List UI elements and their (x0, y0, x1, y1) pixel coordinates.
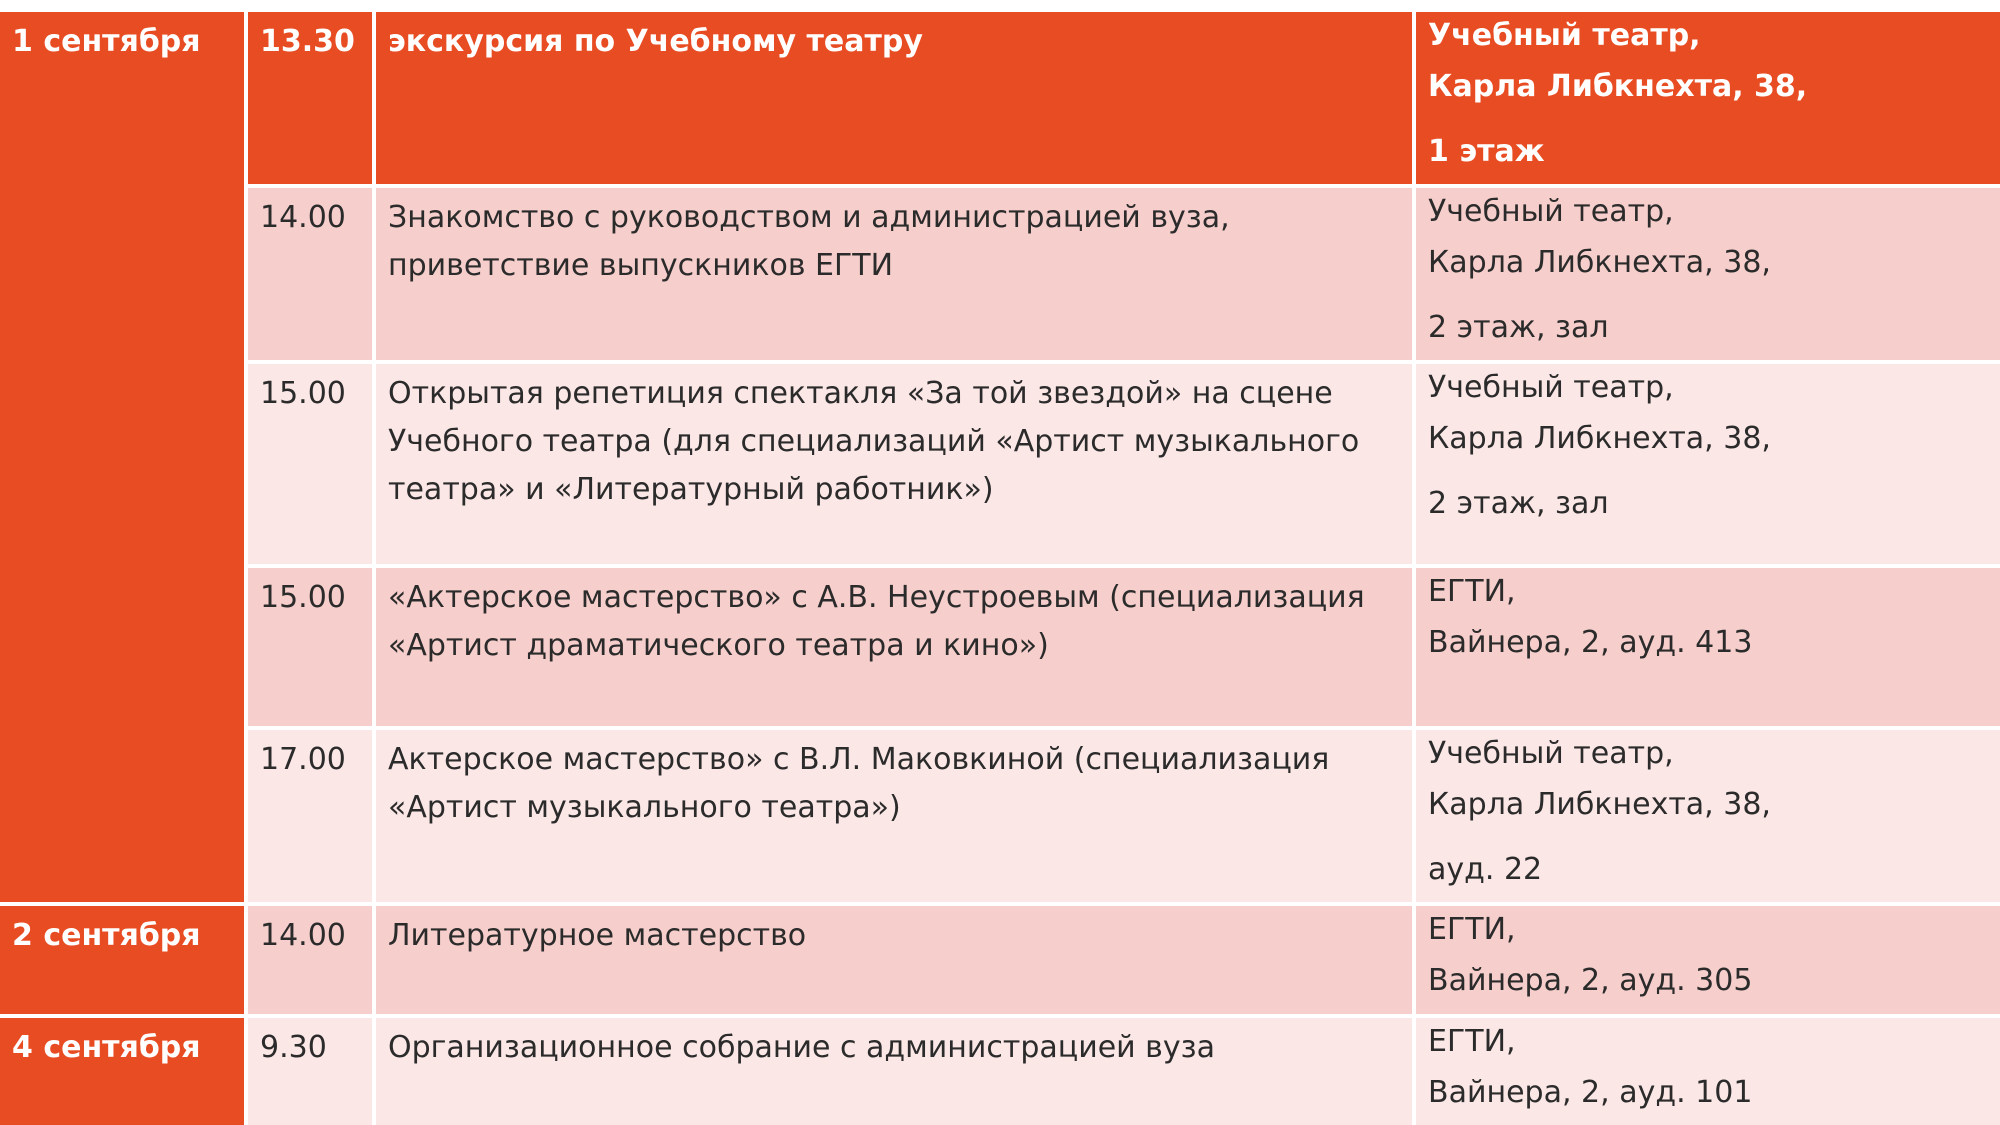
event-cell (376, 12, 1412, 184)
place-text: ЕГТИ, (1428, 574, 1516, 609)
place-text: ЕГТИ, (1428, 912, 1516, 947)
place-text: Вайнера, 2, ауд. 101 (1428, 1075, 1753, 1110)
place-text: ауд. 22 (1428, 852, 1543, 887)
place-cell (1416, 1018, 2000, 1125)
date-cell (0, 1018, 244, 1125)
date-cell (0, 12, 244, 902)
place-text: Карла Либкнехта, 38, (1428, 421, 1771, 456)
time-text: 9.30 (260, 1030, 327, 1065)
place-cell (1416, 188, 2000, 360)
time-cell (248, 568, 372, 726)
event-text: приветствие выпускников ЕГТИ (388, 248, 894, 283)
date-label: 4 сентября (12, 1030, 201, 1065)
time-cell (248, 364, 372, 564)
date-label: 2 сентября (12, 918, 201, 953)
event-cell (376, 906, 1412, 1014)
time-text: 14.00 (260, 200, 346, 235)
time-cell (248, 730, 372, 902)
event-cell (376, 364, 1412, 564)
event-text: Учебного театра (для специализаций «Артист музыкального (388, 424, 1360, 459)
event-text: Литературное мастерство (388, 918, 807, 953)
event-text: «Актерское мастерство» с А.В. Неустроевым (специализация (388, 580, 1365, 615)
place-cell (1416, 568, 2000, 726)
place-text: Учебный театр, (1428, 18, 1701, 53)
place-text: 1 этаж (1428, 134, 1545, 169)
place-cell (1416, 906, 2000, 1014)
place-text: ЕГТИ, (1428, 1024, 1516, 1059)
event-text: экскурсия по Учебному театру (388, 24, 923, 59)
time-text: 15.00 (260, 376, 346, 411)
time-cell (248, 12, 372, 184)
event-cell (376, 568, 1412, 726)
time-text: 15.00 (260, 580, 346, 615)
event-text: «Артист драматического театра и кино») (388, 628, 1049, 663)
place-text: Учебный театр, (1428, 370, 1674, 405)
place-text: 2 этаж, зал (1428, 486, 1609, 521)
date-label: 1 сентября (12, 24, 201, 59)
time-cell (248, 906, 372, 1014)
place-cell (1416, 364, 2000, 564)
place-text: 2 этаж, зал (1428, 310, 1609, 345)
time-text: 14.00 (260, 918, 346, 953)
place-text: Учебный театр, (1428, 194, 1674, 229)
time-text: 17.00 (260, 742, 346, 777)
event-text: Знакомство с руководством и администрацией вуза, (388, 200, 1230, 235)
place-text: Учебный театр, (1428, 736, 1674, 771)
event-cell (376, 730, 1412, 902)
place-text: Вайнера, 2, ауд. 413 (1428, 625, 1753, 660)
place-text: Карла Либкнехта, 38, (1428, 69, 1808, 104)
event-text: Открытая репетиция спектакля «За той звездой» на сцене (388, 376, 1333, 411)
event-text: Актерское мастерство» с В.Л. Маковкиной (специализация (388, 742, 1330, 777)
time-cell (248, 188, 372, 360)
place-text: Вайнера, 2, ауд. 305 (1428, 963, 1753, 998)
event-text: театра» и «Литературный работник») (388, 472, 994, 507)
event-cell (376, 188, 1412, 360)
event-cell (376, 1018, 1412, 1125)
time-text: 13.30 (260, 24, 355, 59)
event-text: «Артист музыкального театра») (388, 790, 901, 825)
place-cell (1416, 12, 2000, 184)
event-text: Организационное собрание с администрацией вуза (388, 1030, 1215, 1065)
time-cell (248, 1018, 372, 1125)
place-cell (1416, 730, 2000, 902)
date-cell (0, 906, 244, 1014)
place-text: Карла Либкнехта, 38, (1428, 245, 1771, 280)
place-text: Карла Либкнехта, 38, (1428, 787, 1771, 822)
